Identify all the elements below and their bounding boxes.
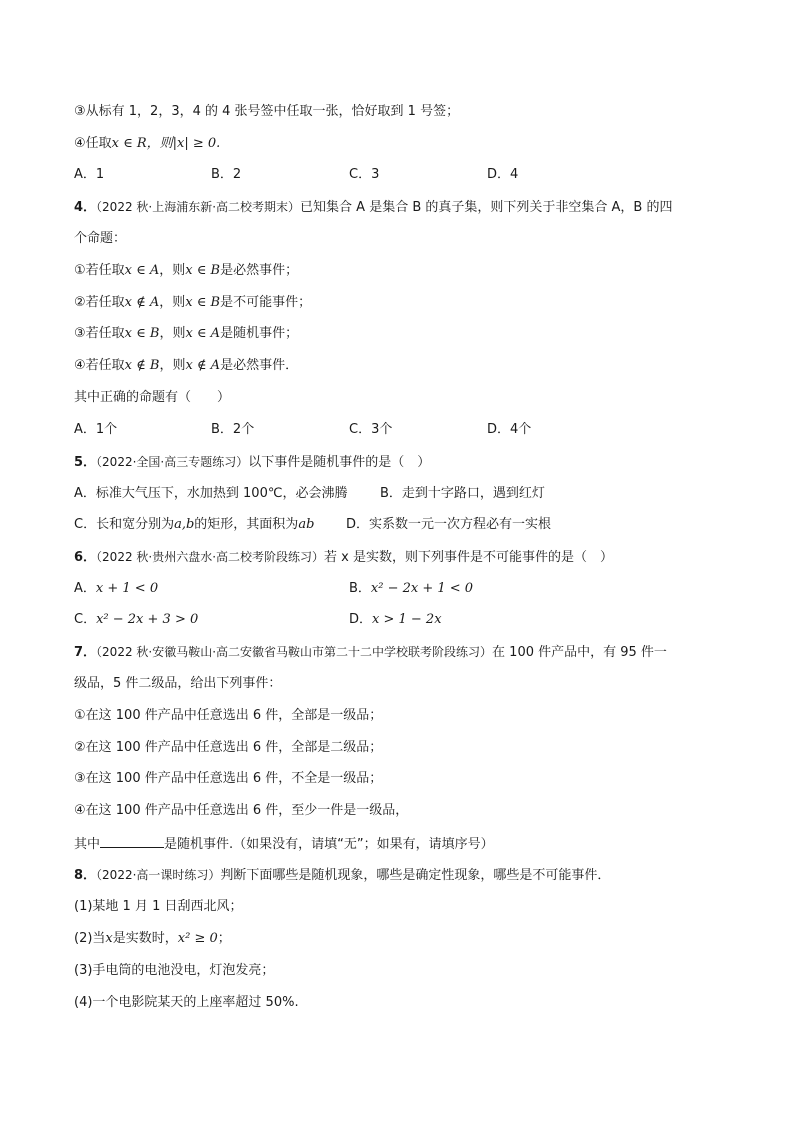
q6-option-c-label: C． <box>74 612 97 627</box>
q4-item-1-mid: ，则 <box>159 263 186 278</box>
q4-item-3-suffix: 是随机事件； <box>220 326 299 341</box>
q3-item-4 <box>74 135 220 153</box>
q8-item-2-mid: 是实数时， <box>112 931 178 946</box>
q4-item-1-math: x ∈ A <box>124 263 160 278</box>
q7-source: （2022 秋·安徽马鞍山·高二安徽省马鞍山市第二十二中学校联考阶段练习） <box>96 645 493 659</box>
q4-stem-line2: 个命题： <box>74 231 127 246</box>
q5-option-d: D．实系数一元一次方程必有一实根 <box>346 517 552 532</box>
q4-question: 其中正确的命题有（ ） <box>74 390 231 405</box>
q6-options-row1 <box>74 580 734 598</box>
q4-item-2-mid: ，则 <box>159 295 186 310</box>
q3-item-4-prefix: ④任取 <box>74 136 112 151</box>
q8-source: （2022·高一课时练习） <box>96 868 221 882</box>
q6-option-d-math: x > 1 − 2x <box>372 612 442 627</box>
q7-item-2: ②在这 100 件产品中任意选出 6 件，全部是二级品； <box>74 740 383 755</box>
q4-item-1-prefix: ①若任取 <box>74 263 125 278</box>
q3-option-d: D．4 <box>487 167 519 182</box>
q6-option-c-math: x² − 2x + 3 > 0 <box>96 612 199 627</box>
q4-item-4-mid: ，则 <box>159 358 186 373</box>
q5-option-a: A．标准大气压下，水加热到 100℃，必会沸腾 <box>74 486 348 501</box>
q7-stem-line1: 在 100 件产品中，有 95 件一 <box>492 645 667 660</box>
q6-option-b <box>349 580 473 598</box>
q4-item-3-mid: ，则 <box>159 326 186 341</box>
q4-stem-line1: 已知集合 A 是集合 B 的真子集，则下列关于非空集合 A，B 的四 <box>300 200 673 215</box>
q7-item-1: ①在这 100 件产品中任意选出 6 件，全部是一级品； <box>74 708 383 723</box>
q7-fill-suffix: 是随机事件.（如果没有，请填“无”；如果有，请填序号） <box>164 837 494 852</box>
q7-fill-prefix: 其中 <box>74 837 101 852</box>
q5-option-c <box>74 516 314 534</box>
q6-stem <box>74 548 613 566</box>
q4-item-3-math: x ∈ B <box>124 326 160 341</box>
q4-options <box>74 421 734 439</box>
q4-item-4-prefix: ④若任取 <box>74 358 125 373</box>
q4-option-c: C．3个 <box>349 422 393 437</box>
q6-option-b-math: x² − 2x + 1 < 0 <box>370 581 474 596</box>
q8-item-2-suffix: ； <box>217 931 231 946</box>
q4-item-4-suffix: 是必然事件． <box>220 358 299 373</box>
q5-option-c-prefix: C．长和宽分别为 <box>74 517 175 532</box>
q6-source: （2022 秋·贵州六盘水·高二校考阶段练习） <box>96 550 325 564</box>
q3-options <box>74 166 734 184</box>
q8-item-3: (3)手电筒的电池没电，灯泡发亮； <box>74 963 275 978</box>
q8-stem <box>74 866 610 884</box>
q5-option-b: B．走到十字路口，遇到红灯 <box>380 486 545 501</box>
q6-option-c <box>74 611 198 629</box>
q4-item-2-prefix: ②若任取 <box>74 295 125 310</box>
q8-item-2 <box>74 930 231 948</box>
q5-option-c-mid: 的矩形，其面积为 <box>194 517 299 532</box>
q6-option-b-label: B． <box>349 581 371 596</box>
q6-options-row2 <box>74 611 734 629</box>
q6-option-a <box>74 580 158 598</box>
q8-item-1: (1)某地 1 月 1 日刮西北风； <box>74 899 243 914</box>
q4-item-4-math: x ∉ B <box>124 358 160 373</box>
q7-fill-line <box>74 834 494 852</box>
q5-source: （2022·全国·高三专题练习） <box>96 455 249 469</box>
q4-item-3 <box>74 325 298 343</box>
q8-item-2-prefix: (2)当 <box>74 931 106 946</box>
q6-option-a-label: A． <box>74 581 96 596</box>
q4-item-2 <box>74 294 311 312</box>
q4-option-b: B．2个 <box>211 422 255 437</box>
q4-item-1-suffix: 是必然事件； <box>220 263 299 278</box>
q5-number: 5． <box>74 455 97 470</box>
q8-item-2-math2: x² ≥ 0 <box>177 931 218 946</box>
q6-option-a-math: x + 1 < 0 <box>95 581 159 596</box>
q5-options-row2 <box>74 516 734 534</box>
q4-item-1 <box>74 262 298 280</box>
q6-option-d <box>349 611 442 629</box>
q4-item-2-suffix: 是不可能事件； <box>220 295 312 310</box>
q3-item-3: ③从标有 1，2，3，4 的 4 张号签中任取一张，恰好取到 1 号签； <box>74 104 460 119</box>
q4-source: （2022 秋·上海浦东新·高二校考期末） <box>96 200 301 214</box>
q8-number: 8． <box>74 868 97 883</box>
q4-option-d: D．4个 <box>487 422 532 437</box>
q4-item-4-math2: x ∉ A <box>185 358 221 373</box>
q6-stem-text: 若 x 是实数，则下列事件是不可能事件的是（ ） <box>324 550 613 565</box>
q7-number: 7． <box>74 645 97 660</box>
q7-stem-line2: 级品，5 件二级品，给出下列事件： <box>74 676 282 691</box>
q4-item-1-math2: x ∈ B <box>185 263 221 278</box>
q7-stem <box>74 643 667 661</box>
q4-item-3-math2: x ∈ A <box>185 326 221 341</box>
q3-option-b: B．2 <box>211 167 242 182</box>
q4-number: 4． <box>74 200 97 215</box>
q5-stem <box>74 453 430 471</box>
q3-option-c: C．3 <box>349 167 380 182</box>
q5-stem-text: 以下事件是随机事件的是（ ） <box>248 455 431 470</box>
q4-item-3-prefix: ③若任取 <box>74 326 125 341</box>
q5-option-c-math: a,b <box>174 517 195 532</box>
q4-item-2-math2: x ∈ B <box>185 295 221 310</box>
q4-option-a: A．1个 <box>74 422 118 437</box>
q4-item-4 <box>74 357 298 375</box>
q5-option-c-math2: ab <box>298 517 315 532</box>
q7-item-3: ③在这 100 件产品中任意选出 6 件，不全是一级品； <box>74 771 383 786</box>
q4-stem <box>74 198 672 216</box>
q8-stem-text: 判断下面哪些是随机现象，哪些是确定性现象，哪些是不可能事件． <box>220 868 611 883</box>
q7-answer-blank[interactable] <box>100 834 164 848</box>
q7-item-4: ④在这 100 件产品中任意选出 6 件，至少一件是一级品， <box>74 803 409 818</box>
q8-item-4: (4)一个电影院某天的上座率超过 50%. <box>74 995 299 1010</box>
q3-option-a: A．1 <box>74 167 105 182</box>
q6-number: 6． <box>74 550 97 565</box>
q6-option-d-label: D． <box>349 612 373 627</box>
q8-item-2-math: x <box>105 931 113 946</box>
q5-options-row1 <box>74 485 734 503</box>
q3-item-4-math: x ∈ R，则|x| ≥ 0. <box>111 136 221 151</box>
q4-item-2-math: x ∉ A <box>124 295 160 310</box>
